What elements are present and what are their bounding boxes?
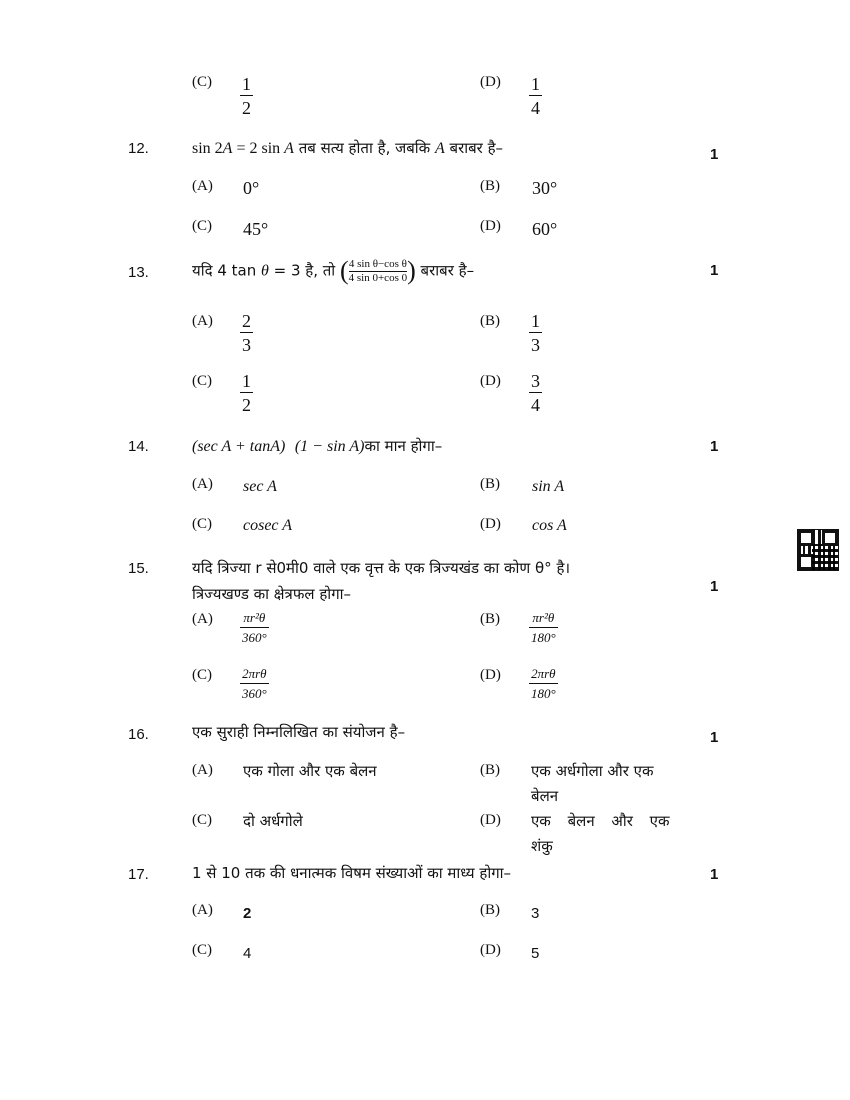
numerator: πr²θ xyxy=(532,610,555,625)
option-label: (B) xyxy=(480,611,500,627)
fraction-bar xyxy=(240,95,253,96)
numerator: 2πrθ xyxy=(242,666,267,681)
option-value: cosec A xyxy=(243,517,293,534)
paren-close: ) xyxy=(407,256,416,285)
q12-var: A xyxy=(434,140,445,157)
denominator: 4 xyxy=(531,98,540,118)
option-c-fraction xyxy=(240,666,269,702)
option-value: 30° xyxy=(532,178,558,198)
denominator: 3 xyxy=(242,335,251,355)
denominator: 360° xyxy=(242,686,267,701)
fraction-bar xyxy=(529,683,558,684)
marks: 1 xyxy=(710,262,719,279)
option-label: (D) xyxy=(480,942,501,958)
option-label: (C) xyxy=(192,373,212,389)
option-label: (C) xyxy=(192,812,212,828)
question-text: एक सुराही निम्नलिखित का संयोजन है– xyxy=(192,723,406,741)
q12-var: A xyxy=(284,140,294,157)
marks: 1 xyxy=(710,578,719,595)
option-label: (A) xyxy=(192,902,213,918)
question-text-line2: त्रिज्यखण्ड का क्षेत्रफल होगा– xyxy=(192,585,352,603)
q14-expression: (sec A + tanA) xyxy=(192,438,286,455)
numerator: πr²θ xyxy=(243,610,266,625)
marks: 1 xyxy=(710,866,719,883)
option-value: 2 xyxy=(243,905,252,922)
q12-text-part: = 2 sin xyxy=(232,140,285,157)
denominator: 180° xyxy=(531,630,556,645)
option-b-fraction xyxy=(529,311,542,355)
option-label: (C) xyxy=(192,516,212,532)
denominator: 180° xyxy=(531,686,556,701)
denominator: 360° xyxy=(242,630,267,645)
numerator: 1 xyxy=(242,74,251,94)
q12-text-part: बराबर है– xyxy=(444,139,504,157)
denominator: 2 xyxy=(242,395,251,415)
option-label: (D) xyxy=(480,373,501,389)
question-number: 14. xyxy=(128,438,149,455)
option-c-fraction xyxy=(240,371,253,415)
option-value: दो अर्धगोले xyxy=(243,812,303,830)
option-value-line2: बेलन xyxy=(531,787,559,805)
option-d-fraction xyxy=(529,74,542,118)
question-text xyxy=(192,138,503,158)
option-value: sec A xyxy=(243,478,277,495)
fraction-bar xyxy=(240,332,253,333)
option-value-line1: एक अर्धगोला और एक xyxy=(531,762,654,780)
option-label: (C) xyxy=(192,74,212,90)
option-b-fraction xyxy=(529,610,558,646)
q12-text-part: sin 2 xyxy=(192,140,223,157)
denominator: 4 xyxy=(531,395,540,415)
question-number: 15. xyxy=(128,560,149,577)
denominator: 2 xyxy=(242,98,251,118)
question-number: 17. xyxy=(128,866,149,883)
numerator: 1 xyxy=(242,371,251,391)
q13-expression-fraction xyxy=(349,258,407,285)
question-number: 13. xyxy=(128,264,149,281)
numerator: 4 sin θ−cos θ xyxy=(348,257,407,270)
qr-code-icon xyxy=(798,530,838,570)
option-value: एक गोला और एक बेलन xyxy=(243,762,377,780)
fraction-bar xyxy=(240,683,269,684)
fraction-bar xyxy=(529,332,542,333)
numerator: 2 xyxy=(242,311,251,331)
option-value: cos A xyxy=(532,517,567,534)
option-label: (B) xyxy=(480,902,500,918)
paren-open: ( xyxy=(339,256,349,285)
q13-text-part: बराबर है– xyxy=(415,261,475,280)
option-value: 0° xyxy=(243,178,260,198)
option-value: 45° xyxy=(243,219,269,239)
option-label: (A) xyxy=(192,611,213,627)
question-text: 1 से 10 तक की धनात्मक विषम संख्याओं का माध्य होगा– xyxy=(192,864,512,882)
marks: 1 xyxy=(710,146,719,163)
denominator: 3 xyxy=(531,335,540,355)
option-d-fraction xyxy=(529,371,542,415)
fraction-bar xyxy=(529,627,558,628)
q12-var: A xyxy=(222,140,233,157)
q13-text-part: यदि 4 tan xyxy=(192,261,261,280)
question-text xyxy=(192,436,442,456)
question-text-line1: यदि त्रिज्या r से0मी0 वाले एक वृत्त के एक त्रिज्यखंड का कोण θ° है। xyxy=(192,559,571,577)
option-label: (C) xyxy=(192,218,212,234)
fraction-bar xyxy=(240,627,269,628)
option-c-fraction xyxy=(240,74,253,118)
option-value: sin A xyxy=(532,478,565,495)
q13-text-part: = 3 है, तो xyxy=(268,261,340,280)
option-label: (C) xyxy=(192,942,212,958)
marks: 1 xyxy=(710,729,719,746)
option-label: (D) xyxy=(480,812,501,828)
fraction-bar xyxy=(240,392,253,393)
option-label: (B) xyxy=(480,476,500,492)
q12-text-part: तब सत्य होता है, जबकि xyxy=(293,139,435,157)
option-label: (B) xyxy=(480,178,500,194)
option-label: (A) xyxy=(192,178,213,194)
option-label: (A) xyxy=(192,762,213,778)
numerator: 3 xyxy=(531,371,540,391)
option-value: 60° xyxy=(532,219,558,239)
q14-expression: (1 − sin A) xyxy=(294,438,365,455)
fraction-bar xyxy=(529,95,542,96)
option-label: (A) xyxy=(192,313,213,329)
option-label: (D) xyxy=(480,218,501,234)
numerator: 1 xyxy=(531,74,540,94)
option-value: 5 xyxy=(531,945,540,962)
option-a-fraction xyxy=(240,610,269,646)
question-text xyxy=(192,256,474,286)
numerator: 2πrθ xyxy=(531,666,556,681)
option-value-line1: एक बेलन और एक xyxy=(531,812,670,830)
option-label: (D) xyxy=(480,74,501,90)
option-value: 3 xyxy=(531,905,540,922)
q14-text-part: का मान होगा– xyxy=(364,437,443,455)
option-label: (D) xyxy=(480,667,501,683)
option-value-line2: शंकु xyxy=(531,837,553,855)
fraction-bar xyxy=(529,392,542,393)
option-label: (A) xyxy=(192,476,213,492)
denominator: 4 sin 0+cos 0 xyxy=(348,271,408,284)
option-label: (B) xyxy=(480,762,500,778)
q13-var: θ xyxy=(260,262,269,280)
question-number: 12. xyxy=(128,140,149,157)
question-number: 16. xyxy=(128,726,149,743)
numerator: 1 xyxy=(531,311,540,331)
option-value: 4 xyxy=(243,945,252,962)
option-d-fraction xyxy=(529,666,558,702)
option-label: (C) xyxy=(192,667,212,683)
marks: 1 xyxy=(710,438,719,455)
option-a-fraction xyxy=(240,311,253,355)
option-label: (B) xyxy=(480,313,500,329)
option-label: (D) xyxy=(480,516,501,532)
